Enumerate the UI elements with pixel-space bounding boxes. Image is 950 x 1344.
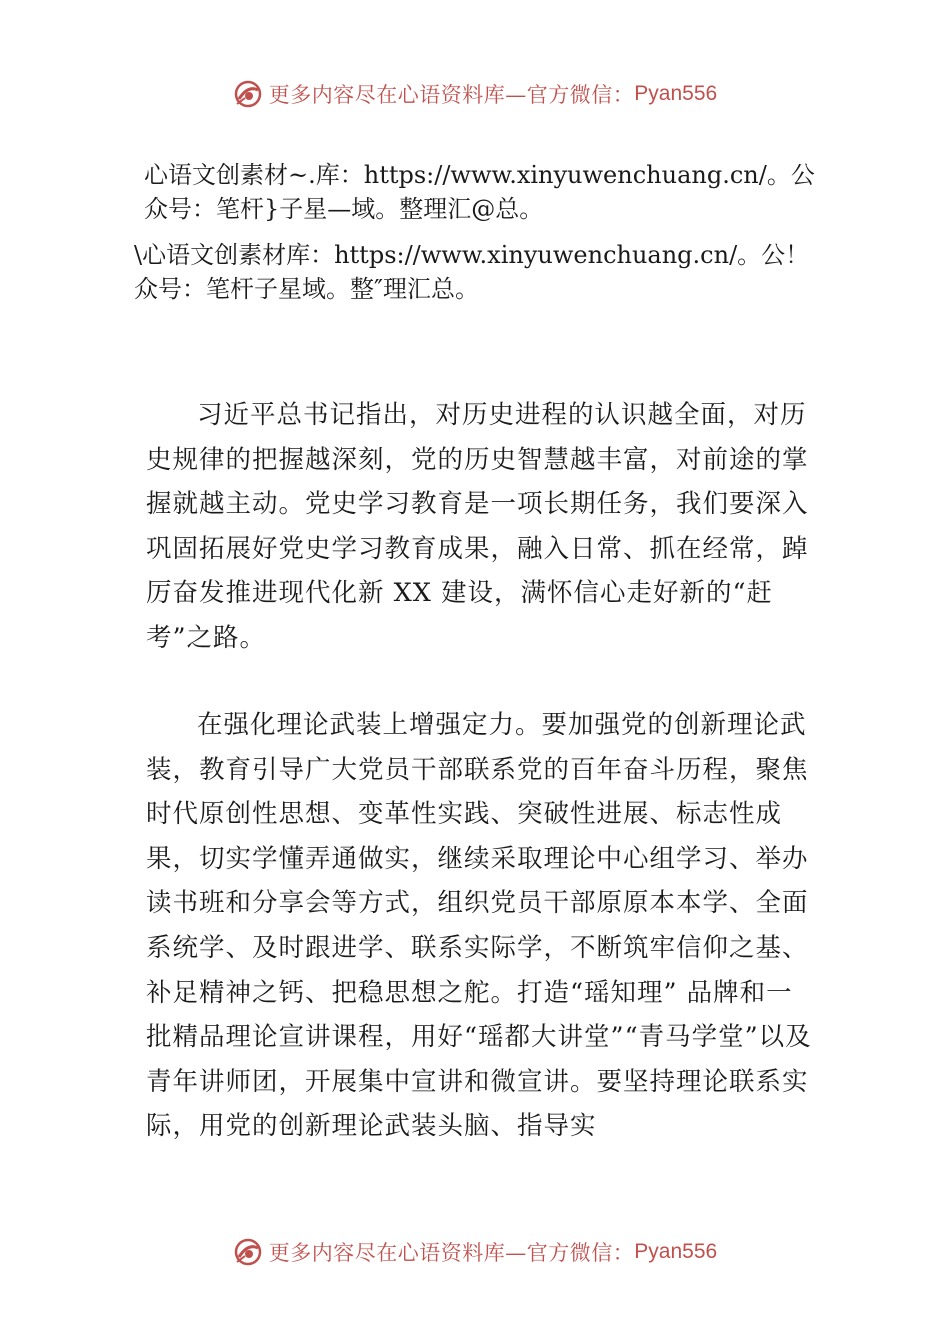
- watermark-wechat-id: Pyan556: [634, 1240, 718, 1263]
- body-paragraph-2: 在强化理论武装上增强定力。要加强党的创新理论武装，教育引导广大党员干部联系党的百年奋斗历程，聚焦时代原创性思想、变革性实践、突破性进展、标志性成果，切实学懂弄通做实，继续采取理论中心组学习、举办读书班和分享会等方式，组织党员干部原原本本学、全面系统学、及时跟进学、联系实际学，不断筑牢信仰之基、补足精神之钙、把稳思想之舵。打造“瑶知理” 品牌和一批精品理论宣讲课程，用好“瑶都大讲堂”“青马学堂”以及青年讲师团，开展集中宣讲和微宣讲。要坚持理论联系实际，用党的创新理论武装头脑、指导实: [146, 710, 812, 1142]
- body-paragraph-1: 习近平总书记指出，对历史进程的认识越全面，对历史规律的把握越深刻，党的历史智慧越丰富，对前途的掌握就越主动。党史学习教育是一项长期任务，我们要深入巩固拓展好党史学习教育成果，融入日常、抓在经常，踔厉奋发推进现代化新 XX 建设，满怀信心走好新的“赶考”之路。: [146, 400, 809, 653]
- source-note-1: [144, 158, 815, 226]
- watermark-banner-bottom: [0, 1232, 950, 1272]
- source-note-line: 众号：笔杆}子星—域。整理汇@总。: [144, 195, 544, 223]
- watermark-banner-top: [0, 74, 950, 114]
- source-note-line: 心语文创素材~.库：https://www.xinyuwenchuang.cn/。公: [144, 161, 815, 189]
- brand-logo-icon: [233, 79, 263, 109]
- source-note-line: 众号：笔杆子星域。整″理汇总。: [134, 275, 479, 303]
- source-note-2: [134, 238, 809, 306]
- watermark-text: 更多内容尽在心语资料库—官方微信：: [268, 83, 635, 107]
- watermark-wechat-id: Pyan556: [634, 82, 718, 105]
- watermark-text: 更多内容尽在心语资料库—官方微信：: [268, 1241, 635, 1265]
- source-note-line: \心语文创素材库：https://www.xinyuwenchuang.cn/。公！: [134, 241, 810, 269]
- brand-logo-icon: [233, 1237, 263, 1267]
